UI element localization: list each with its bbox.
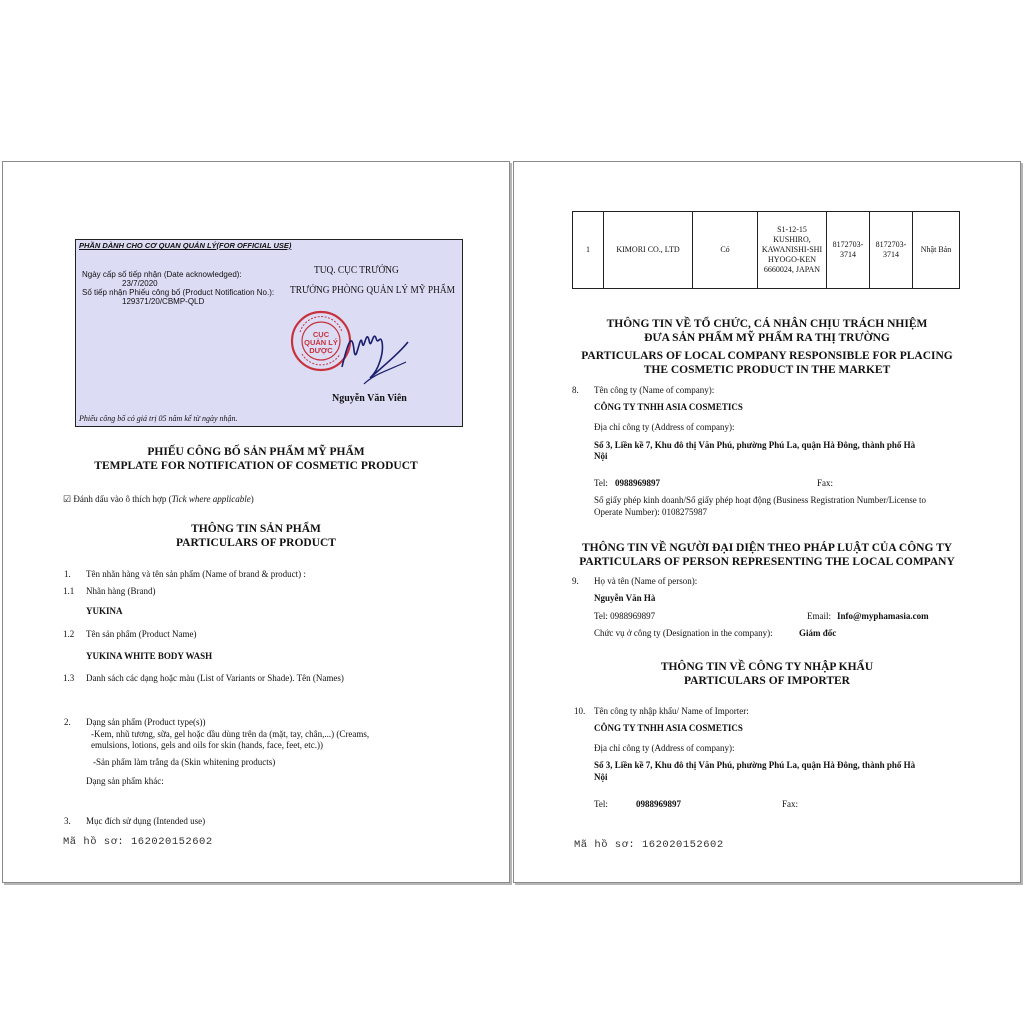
address-line-1: Số 3, Liền kề 7, Khu đô thị Văn Phú, phường Phú La, quận Hà Đông, thành phố Hà bbox=[594, 440, 916, 450]
item-10-label: Tên công ty nhập khẩu/ Name of Importer: bbox=[594, 706, 749, 716]
importer-address-line-2: Nội bbox=[594, 772, 608, 782]
item-2-other: Dạng sản phẩm khác: bbox=[86, 776, 164, 786]
section-product-vi: THÔNG TIN SẢN PHẨM bbox=[191, 523, 321, 535]
section-2-en: PARTICULARS OF PERSON REPRESENTING THE LOCAL COMPANY bbox=[579, 556, 955, 568]
item-2-number: 2. bbox=[64, 717, 71, 727]
importer-tel-value: 0988969897 bbox=[636, 799, 681, 809]
item-9-label: Họ và tên (Name of person): bbox=[594, 576, 698, 586]
title-vietnamese: PHIẾU CÔNG BỐ SẢN PHẨM MỸ PHẨM bbox=[147, 446, 365, 458]
item-1-1-number: 1.1 bbox=[63, 586, 75, 596]
email-value: Info@myphamasia.com bbox=[837, 611, 929, 621]
notification-number-label: Số tiếp nhận Phiếu công bố (Product Notification No.): bbox=[82, 288, 275, 297]
date-value: 23/7/2020 bbox=[122, 279, 158, 288]
email-label: Email: bbox=[807, 611, 831, 621]
table-cell: 1 bbox=[573, 212, 604, 289]
document-page-right bbox=[513, 161, 1021, 883]
item-1-label: Tên nhãn hàng và tên sản phẩm (Name of brand & product) : bbox=[86, 569, 306, 579]
signer-name: Nguyễn Văn Viên bbox=[332, 393, 407, 404]
signature-icon bbox=[334, 312, 414, 392]
tick-note-end: ) bbox=[250, 494, 254, 504]
license-line-2: Operate Number): 0108275987 bbox=[594, 507, 707, 517]
table-cell: KIMORI CO., LTD bbox=[604, 212, 693, 289]
stamp-text-3: DƯỢC bbox=[309, 346, 333, 355]
tel-label: Tel: bbox=[594, 478, 608, 488]
address-label: Địa chỉ công ty (Address of company): bbox=[594, 422, 735, 432]
notification-number-value: 129371/20/CBMP-QLD bbox=[122, 297, 205, 306]
importer-tel-label: Tel: bbox=[594, 799, 608, 809]
section-1-vi-line-1: THÔNG TIN VỀ TỔ CHỨC, CÁ NHÂN CHỊU TRÁCH NHIỆM bbox=[606, 318, 928, 330]
item-2-label: Dạng sản phẩm (Product type(s)) bbox=[86, 717, 206, 727]
item-1-3-label: Danh sách các dạng hoặc màu (List of Variants or Shade). Tên (Names) bbox=[86, 673, 344, 683]
tick-note-vi: Đánh dấu vào ô thích hợp ( bbox=[73, 494, 172, 504]
file-number-left: Mã hồ sơ: 162020152602 bbox=[63, 836, 213, 848]
designation-label: Chức vụ ở công ty (Designation in the company): bbox=[594, 628, 773, 638]
section-3-vi: THÔNG TIN VỀ CÔNG TY NHẬP KHẨU bbox=[660, 661, 874, 673]
date-label: Ngày cấp số tiếp nhận (Date acknowledged): bbox=[82, 270, 242, 279]
tel-value: 0988969897 bbox=[615, 478, 660, 488]
person-name-value: Nguyễn Văn Hà bbox=[594, 593, 656, 603]
table-cell: 8172703-3714 bbox=[827, 212, 870, 289]
fax-label: Fax: bbox=[817, 478, 834, 488]
item-8-label: Tên công ty (Name of company): bbox=[594, 385, 715, 395]
item-1-1-label: Nhãn hàng (Brand) bbox=[86, 586, 156, 596]
table-cell: S1-12-15 KUSHIRO, KAWANISHI-SHI HYOGO-KEN 6660024, JAPAN bbox=[758, 212, 827, 289]
license-line-1: Số giấy phép kinh doanh/Số giấy phép hoạt động (Business Registration Number/License to bbox=[594, 495, 926, 505]
stamp-text-1: CỤC bbox=[312, 330, 330, 339]
validity-note: Phiếu công bố có giá trị 05 năm kể từ ngày nhận. bbox=[79, 414, 238, 423]
sign-title-1: TUQ. CỤC TRƯỞNG bbox=[314, 264, 399, 276]
person-tel: Tel: 0988969897 bbox=[594, 611, 656, 621]
file-number-right: Mã hồ sơ: 162020152602 bbox=[574, 839, 724, 851]
stamp-text-2: QUẢN LÝ bbox=[304, 338, 338, 347]
section-1-en-line-2: THE COSMETIC PRODUCT IN THE MARKET bbox=[643, 364, 891, 376]
manufacturer-table bbox=[572, 211, 960, 289]
item-10-number: 10. bbox=[574, 706, 586, 716]
company-name-value: CÔNG TY TNHH ASIA COSMETICS bbox=[594, 402, 743, 412]
sign-title-2: TRƯỞNG PHÒNG QUẢN LÝ MỸ PHẨM bbox=[290, 284, 455, 296]
document-page-left bbox=[2, 161, 510, 883]
table-cell: Có bbox=[693, 212, 758, 289]
item-2-option-b: -Sản phẩm làm trắng da (Skin whitening products) bbox=[93, 757, 276, 767]
item-2-option-a-line-1: -Kem, nhũ tương, sữa, gel hoặc dầu dùng trên da (mặt, tay, chân,...) (Creams, bbox=[91, 729, 370, 739]
official-use-box bbox=[75, 239, 463, 427]
item-8-number: 8. bbox=[572, 385, 579, 395]
table-row bbox=[573, 212, 960, 289]
tick-note-en: Tick where applicable bbox=[171, 494, 251, 504]
official-header: PHẦN DÀNH CHO CƠ QUAN QUẢN LÝ(FOR OFFICIAL USE) bbox=[79, 241, 292, 250]
item-3-number: 3. bbox=[64, 816, 71, 826]
table-cell: 8172703-3714 bbox=[870, 212, 913, 289]
designation-value: Giám đốc bbox=[799, 628, 837, 638]
section-product-en: PARTICULARS OF PRODUCT bbox=[176, 537, 336, 549]
item-2-option-a-line-2: emulsions, lotions, gels and oils for skin (hands, face, feet, etc.)) bbox=[91, 740, 323, 750]
importer-fax-label: Fax: bbox=[782, 799, 799, 809]
item-1-3-number: 1.3 bbox=[63, 673, 75, 683]
item-1-2-number: 1.2 bbox=[63, 629, 75, 639]
importer-name-value: CÔNG TY TNHH ASIA COSMETICS bbox=[594, 723, 743, 733]
address-line-2: Nội bbox=[594, 451, 608, 461]
title-english: TEMPLATE FOR NOTIFICATION OF COSMETIC PRODUCT bbox=[94, 460, 418, 472]
item-1-number: 1. bbox=[64, 569, 71, 579]
section-1-en-line-1: PARTICULARS OF LOCAL COMPANY RESPONSIBLE FOR PLACING bbox=[581, 350, 953, 362]
section-3-en: PARTICULARS OF IMPORTER bbox=[684, 675, 850, 687]
checkbox-ticked-icon: ☑ bbox=[63, 494, 72, 504]
section-2-vi: THÔNG TIN VỀ NGƯỜI ĐẠI DIỆN THEO PHÁP LUẬT CỦA CÔNG TY bbox=[581, 542, 953, 554]
tick-note bbox=[63, 494, 254, 505]
item-9-number: 9. bbox=[572, 576, 579, 586]
brand-value: YUKINA bbox=[86, 606, 123, 616]
item-3-label: Mục đích sử dụng (Intended use) bbox=[86, 816, 206, 826]
product-name-value: YUKINA WHITE BODY WASH bbox=[86, 651, 213, 661]
section-1-vi-line-2: ĐƯA SẢN PHẨM MỸ PHẨM RA THỊ TRƯỜNG bbox=[644, 332, 890, 344]
importer-address-label: Địa chỉ công ty (Address of company): bbox=[594, 743, 735, 753]
importer-address-line-1: Số 3, Liền kề 7, Khu đô thị Văn Phú, phường Phú La, quận Hà Đông, thành phố Hà bbox=[594, 760, 916, 770]
table-cell: Nhật Bản bbox=[913, 212, 960, 289]
item-1-2-label: Tên sản phẩm (Product Name) bbox=[86, 629, 197, 639]
